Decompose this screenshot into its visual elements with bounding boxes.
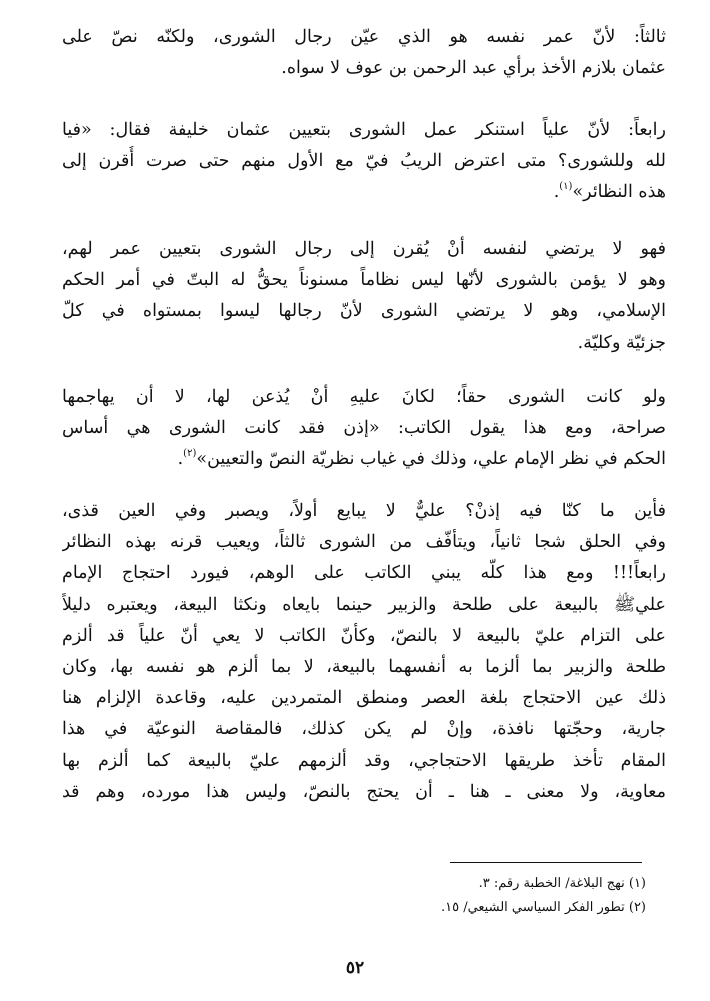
text-line: علي‌ﷺ بالبيعة على طلحة والزبير حينما بايعاه ونكثا البيعة، ويعتبره دليلاً	[62, 594, 666, 615]
text-line: لله وللشورى؟ متى اعترض الريبُ فيّ مع الأول منهم حتى صرت أُقرن إلى	[62, 151, 666, 172]
paragraph-shura-rejection	[62, 234, 666, 359]
text-line: رابعاً!!! ومع هذا كلّه يبني الكاتب على الوهم، فيورد احتجاج الإمام	[62, 563, 666, 584]
footnote-1: (١) نهج البلاغة/ الخطبة رقم: ٣.	[478, 876, 646, 891]
text-line: ثالثاً: لأنّ عمر نفسه هو الذي عيّن رجال الشورى، ولكنّه نصّ على	[62, 27, 666, 47]
text-line: معاوية، ولا معنى ـ هنا ـ أن يحتج بالنصّ، وليس هذا مورده، وهم قد	[62, 781, 666, 802]
footnote-2: (٢) تطور الفكر السياسي الشيعي/ ١٥.	[440, 900, 646, 915]
paragraph-argument	[62, 496, 666, 808]
text-line: جارية، وحجّتها نافذة، وإنْ لم يكن كذلك، فالمقاصة النوعيّة في هذا	[62, 719, 666, 740]
footnotes	[146, 872, 646, 920]
text-line-with-footnote	[62, 177, 666, 208]
text-line: ذلك عين الاحتجاج بلغة العصر ومنطق المتمردين عليه، وقاعدة الإلزام هنا	[62, 688, 666, 709]
footnote-divider	[450, 862, 642, 863]
paragraph-third-point	[62, 22, 666, 84]
text-fragment: الحكم في نظر الإمام علي، وذلك في غياب نظريّة النصّ والتعيين»	[196, 449, 666, 470]
page-number: ٥٢	[345, 958, 365, 978]
text-line: وهو لا يؤمن بالشورى لأنّها ليس نظاماً مسنوناً يحقُّ له البتّ في أمر الحكم	[62, 270, 666, 291]
text-line: المقام تأخذ طريقها الاحتجاجي، وقد ألزمهم عليّ بالبيعة كما ألزم بها	[62, 750, 666, 771]
footnote-ref-1: (١)	[559, 181, 573, 193]
text-line: طلحة والزبير بما ألزما به أنفسهما بالبيعة، لا بما ألزم هو نفسه بها، وكان	[62, 657, 666, 678]
text-line: عثمان بلازم الأخذ برأي عبد الرحمن بن عوف لا سواه.	[281, 58, 666, 79]
text-fragment: .	[177, 449, 184, 470]
paragraph-fourth-point	[62, 115, 666, 209]
text-line: الإسلامي، وهو لا يرتضي الشورى لأنّ رجالها ليسوا بمستواه في كلّ	[62, 301, 666, 322]
text-line: رابعاً: لأنّ علياً استنكر عمل الشورى بتعيين عثمان خليفة فقال: «فيا	[62, 120, 666, 140]
footnote-ref-2: (٢)	[183, 448, 197, 460]
text-line-with-footnote	[62, 444, 666, 475]
text-line: جزئيّة وكليّة.	[577, 332, 666, 353]
text-line: فهو لا يرتضي لنفسه أنْ يُقرن إلى رجال الشورى بتعيين عمر لهم،	[62, 239, 666, 259]
text-line: فأين ما كنّا فيه إذنْ؟ عليٌّ لا يبايع أولاً، ويصبر وفي العين قذى،	[62, 501, 666, 521]
text-fragment: .	[553, 182, 560, 203]
text-line: وفي الحلق شجا ثانياً، ويتأفّف من الشورى ثالثاً، ويعيب قرنه بهذه النظائر	[62, 532, 666, 553]
text-line: صراحة، ومع هذا يقول الكاتب: «إذن فقد كانت الشورى هي أساس	[62, 418, 666, 439]
text-line: ولو كانت الشورى حقاً؛ لكانَ عليهِ أنْ يُذعن لها، لا أن يهاجمها	[62, 387, 666, 407]
paragraph-writer-quote	[62, 382, 666, 476]
text-fragment: هذه النظائر»	[572, 182, 666, 203]
text-line: على التزام عليّ بالبيعة لا بالنصّ، وكأنّ الكاتب لا يعي أنّ علياً قد ألزم	[62, 625, 666, 646]
